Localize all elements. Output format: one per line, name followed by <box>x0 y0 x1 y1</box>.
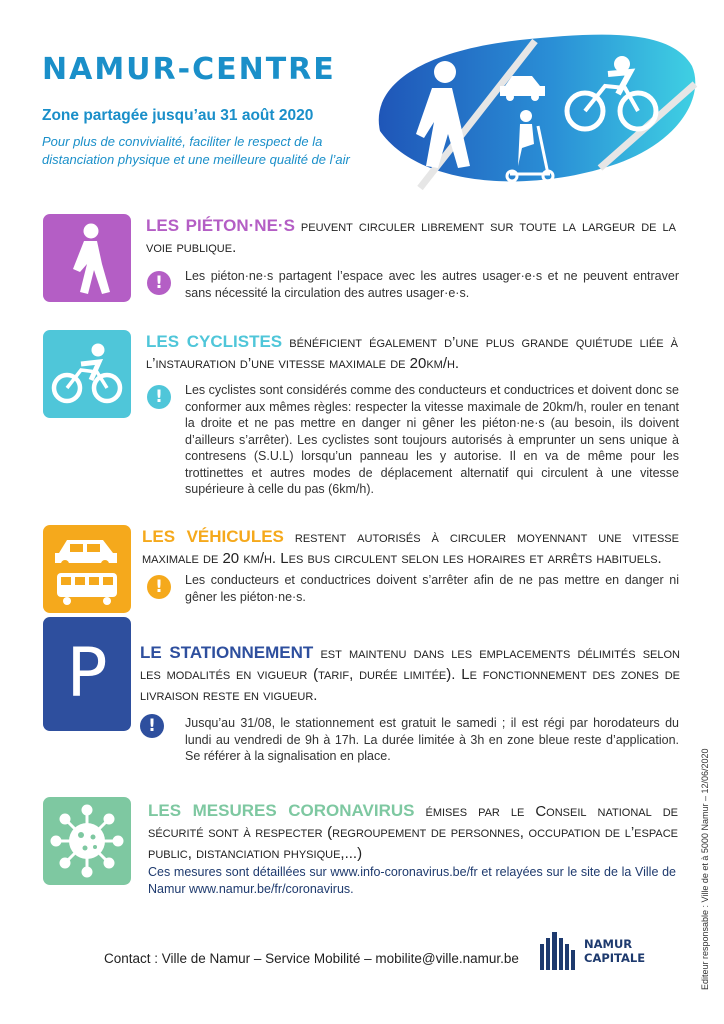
pedestrians-keyword: LES PIÉTON·NE·S <box>146 216 295 235</box>
banner-illustration <box>360 26 700 196</box>
cyclist-icon <box>43 330 131 418</box>
contact-line: Contact : Ville de Namur – Service Mobilité – mobilite@ville.namur.be <box>104 951 519 966</box>
logo-text <box>584 937 645 965</box>
warning-icon: ! <box>147 271 171 295</box>
page-title: NAMUR-CENTRE <box>42 52 336 87</box>
parking-keyword: LE STATIONNEMENT <box>140 643 314 662</box>
pedestrian-icon <box>43 214 131 302</box>
page-subtitle: Zone partagée jusqu’au 31 août 2020 <box>42 107 314 124</box>
car-bus-icon <box>43 525 131 613</box>
pedestrians-note: Les piéton·ne·s partagent l’espace avec les autres usager·e·s et ne peuvent entraver sans nécessité la circulation des autres usager·e·s. <box>185 269 679 300</box>
corona-heading-text: émises par le Conseil national de sécurité sont à respecter (regroupement de personnes, occupation de l’espace public, distanciation physique,...) <box>148 803 678 862</box>
logo-line1: NAMUR <box>584 937 633 951</box>
publisher-note: Editeur responsable : Ville de et à 5000 Namur – 12/06/2020 <box>700 748 710 990</box>
logo-line2: CAPITALE <box>584 951 646 965</box>
corona-heading <box>148 800 678 864</box>
warning-icon: ! <box>140 714 164 738</box>
warning-icon: ! <box>147 575 171 599</box>
corona-keyword: LES MESURES CORONAVIRUS <box>148 801 415 820</box>
cyclists-heading <box>146 331 678 374</box>
pedestrians-heading <box>146 215 676 258</box>
parking-icon <box>43 617 131 731</box>
vehicles-heading <box>142 526 679 569</box>
vehicles-keyword: LES VÉHICULES <box>142 527 284 546</box>
intro-text: Pour plus de convivialité, faciliter le respect de la distanciation physique et une meilleure qualité de l’air <box>42 134 350 167</box>
pedestrians-heading-text: peuvent circuler librement sur toute la largeur de la voie publique. <box>146 218 676 256</box>
cyclists-heading-text: bénéficient également d’une plus grande quiétude liée à l’instauration d’une vitesse maximale de 20km/h. <box>146 334 678 372</box>
vehicles-heading-text: restent autorisés à circuler moyennant une vitesse maximale de 20 km/h. Les bus circulent selon les horaires et arrêts habituels. <box>142 529 679 567</box>
parking-heading-text: est maintenu dans les emplacements délimités selon les modalités en vigueur (tarif, durée limitée). Le fonctionnement des zones de livraison reste en vigueur. <box>140 645 680 704</box>
vehicles-note: Les conducteurs et conductrices doivent s’arrêter afin de ne pas mettre en danger ni gêner les piéton·ne·s. <box>185 573 679 604</box>
parking-heading <box>140 642 680 706</box>
cyclists-note: Les cyclistes sont considérés comme des conducteurs et conductrices et doivent donc se conformer aux mêmes règles: respecter la vitesse maximale de 20km/h, rouler en tenant la droite et ne pas mettre en danger ni gêner les piéton·ne·s (au besoin, ils doivent d’ailleurs s’arrêter). Les cyclistes sont toujours autorisés à emprunter un sens unique à contresens (S.U.L) lorsqu’un panneau les y autorise. Il en va de même pour les trottinettes et autres modes de déplacement alternatif qui circulent à une vitesse supérieure à celle du pas (6km/h). <box>185 383 680 496</box>
parking-letter: P <box>66 634 108 713</box>
cyclists-keyword: LES CYCLISTES <box>146 332 283 351</box>
virus-icon <box>43 797 131 885</box>
warning-icon: ! <box>147 385 171 409</box>
parking-note: Jusqu’au 31/08, le stationnement est gratuit le samedi ; il est régi par horodateurs du lundi au vendredi de 9h à 17h. La durée limitée à 3h en zone bleue reste d’application. Se référer à la signalisation en place. <box>185 716 679 763</box>
corona-note: Ces mesures sont détaillées sur www.info-coronavirus.be/fr et relayées sur le site de la Ville de Namur www.namur.be/fr/coronavirus. <box>148 865 676 896</box>
